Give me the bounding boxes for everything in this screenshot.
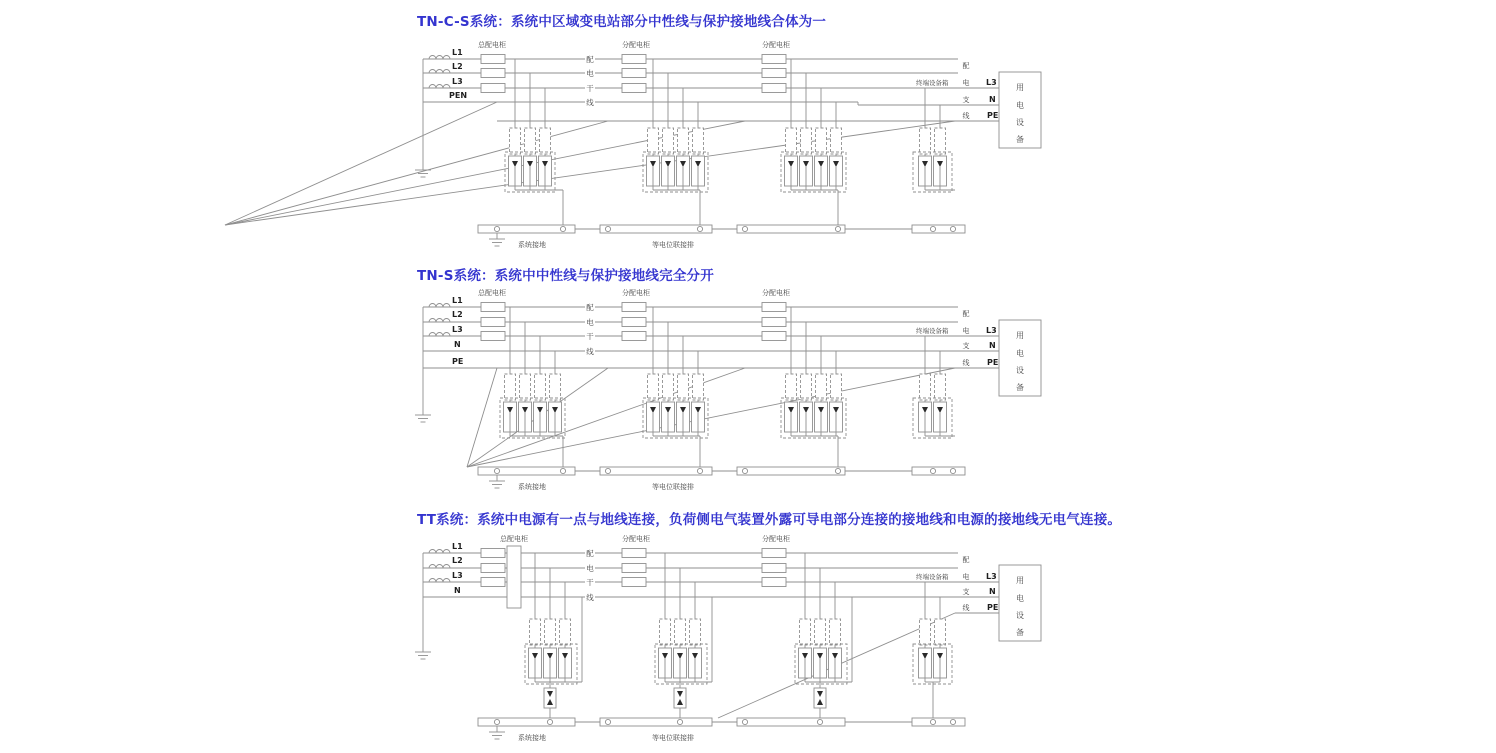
spd-fuse	[815, 619, 826, 645]
cabinet-label: 分配电柜	[762, 41, 790, 49]
spd-fuse	[663, 374, 674, 400]
bonding-bar	[912, 718, 965, 726]
conductor-label-L1: L1	[452, 542, 463, 551]
spd-fuse	[800, 619, 811, 645]
terminal-L3-label: L3	[986, 572, 997, 581]
equipment-box-label: 备	[1016, 383, 1024, 392]
connection-point	[677, 719, 682, 724]
connection-point	[605, 468, 610, 473]
trunk-line-vertical-label: 干	[586, 578, 594, 587]
conductor-label-L2: L2	[452, 62, 463, 71]
terminal-N-label: N	[989, 587, 996, 596]
equipment-box-label: 电	[1016, 101, 1024, 110]
source-coil-icon	[429, 333, 450, 336]
line-breaker	[762, 564, 786, 573]
line-breaker	[622, 303, 646, 312]
system-ground-label: 系统接地	[518, 483, 546, 491]
branch-line-vertical-label: 电	[962, 327, 970, 335]
connection-point	[835, 468, 840, 473]
line-breaker	[481, 303, 505, 312]
line-breaker	[481, 84, 505, 93]
line-breaker	[762, 332, 786, 341]
conductor-label-L1: L1	[452, 296, 463, 305]
conductor-label-N: N	[454, 340, 461, 349]
equipment-box-label: 设	[1016, 611, 1024, 620]
branch-line-vertical-label: 线	[962, 112, 970, 120]
spd-fuse	[648, 128, 659, 154]
equipment-box-label: 用	[1016, 83, 1024, 92]
spd-fuse	[831, 128, 842, 154]
source-coil-icon	[429, 304, 450, 308]
trunk-line-vertical-label: 线	[586, 593, 594, 602]
trunk-line-vertical-label: 电	[586, 564, 594, 573]
trunk-line-vertical-label: 电	[586, 69, 594, 78]
connection-point	[742, 719, 747, 724]
bonding-bar	[912, 225, 965, 233]
spd-fuse	[801, 374, 812, 400]
diagram-title-tn-s: TN-S系统：系统中中性线与保护接地线完全分开	[417, 268, 714, 284]
connection-point	[697, 468, 702, 473]
terminal-L3-label: L3	[986, 326, 997, 335]
spd-fuse	[678, 374, 689, 400]
trunk-line-vertical-label: 干	[586, 332, 594, 341]
spd-fuse	[648, 374, 659, 400]
spd-fuse	[690, 619, 701, 645]
trunk-line-vertical-label: 线	[586, 98, 594, 107]
spd-fuse	[530, 619, 541, 645]
branch-line-vertical-label: 配	[962, 310, 970, 318]
branch-line-vertical-label: 线	[962, 604, 970, 612]
spd-fuse	[920, 128, 931, 154]
line-breaker	[622, 84, 646, 93]
line-breaker	[622, 578, 646, 587]
cabinet-label: 总配电柜	[478, 289, 506, 297]
terminal-box-label: 终端设备箱	[916, 573, 949, 581]
wire	[225, 121, 955, 225]
branch-line-vertical-label: 电	[962, 79, 970, 87]
connection-point	[560, 226, 565, 231]
spd-fuse	[510, 128, 521, 154]
source-coil-icon	[429, 565, 450, 569]
connection-point	[605, 719, 610, 724]
spd-fuse	[920, 619, 931, 645]
branch-line-vertical-label: 支	[962, 342, 970, 350]
spd-fuse	[801, 128, 812, 154]
cabinet-label: 总配电柜	[478, 41, 506, 49]
bonding-bar	[600, 225, 712, 233]
main-cabinet-busbar	[507, 546, 521, 608]
spd-fuse	[545, 619, 556, 645]
bonding-bar	[478, 718, 575, 726]
diagram-title-tn-c-s: TN-C-S系统：系统中区域变电站部分中性线与保护接地线合体为一	[417, 14, 827, 30]
bonding-bar	[600, 467, 712, 475]
spd-fuse	[560, 619, 571, 645]
connection-point	[742, 468, 747, 473]
trunk-line-vertical-label: 配	[586, 55, 594, 64]
connection-point	[817, 719, 822, 724]
bonding-bar-label: 等电位联接排	[652, 483, 694, 491]
connection-point	[930, 226, 935, 231]
cabinet-label: 分配电柜	[622, 41, 650, 49]
conductor-label-PEN: PEN	[449, 91, 468, 100]
branch-line-vertical-label: 配	[962, 62, 970, 70]
line-breaker	[481, 318, 505, 327]
bonding-bar	[737, 718, 845, 726]
conductor-label-L2: L2	[452, 556, 463, 565]
line-breaker	[622, 318, 646, 327]
line-breaker	[762, 303, 786, 312]
line-breaker	[622, 564, 646, 573]
cabinet-label: 分配电柜	[762, 535, 790, 543]
line-breaker	[762, 69, 786, 78]
line-breaker	[762, 578, 786, 587]
connection-point	[930, 719, 935, 724]
conductor-label-L1: L1	[452, 48, 463, 57]
branch-line-vertical-label: 支	[962, 96, 970, 104]
line-breaker	[622, 55, 646, 64]
source-coil-icon	[429, 70, 450, 74]
terminal-box-label: 终端设备箱	[916, 327, 949, 335]
line-breaker	[622, 549, 646, 558]
spd-fuse	[816, 374, 827, 400]
spd-fuse	[786, 374, 797, 400]
cabinet-label: 总配电柜	[500, 535, 528, 543]
bonding-bar	[912, 467, 965, 475]
line-breaker	[762, 549, 786, 558]
cabinet-label: 分配电柜	[622, 289, 650, 297]
line-breaker	[622, 332, 646, 341]
line-breaker	[481, 332, 505, 341]
branch-line-vertical-label: 线	[962, 359, 970, 367]
line-breaker	[481, 578, 505, 587]
trunk-line-vertical-label: 干	[586, 84, 594, 93]
equipment-box-label: 用	[1016, 576, 1024, 585]
spd-fuse	[520, 374, 531, 400]
trunk-line-vertical-label: 配	[586, 303, 594, 312]
connection-point	[494, 468, 499, 473]
equipment-box-label: 电	[1016, 349, 1024, 358]
spd-fuse	[550, 374, 561, 400]
line-breaker	[481, 55, 505, 64]
equipment-box-label: 备	[1016, 628, 1024, 637]
bonding-bar	[737, 225, 845, 233]
spd-fuse	[816, 128, 827, 154]
spd-fuse	[935, 128, 946, 154]
system-ground-label: 系统接地	[518, 241, 546, 249]
line-breaker	[622, 69, 646, 78]
connection-point	[835, 226, 840, 231]
connection-point	[950, 226, 955, 231]
branch-line-vertical-label: 支	[962, 588, 970, 596]
spd-fuse	[663, 128, 674, 154]
connection-point	[950, 719, 955, 724]
source-coil-icon	[429, 56, 450, 60]
spd-fuse	[540, 128, 551, 154]
trunk-line-vertical-label: 电	[586, 318, 594, 327]
spd-fuse	[675, 619, 686, 645]
connection-point	[930, 468, 935, 473]
cabinet-label: 分配电柜	[762, 289, 790, 297]
spd-fuse	[660, 619, 671, 645]
source-coil-icon	[429, 319, 450, 322]
spd-fuse	[535, 374, 546, 400]
terminal-N-label: N	[989, 341, 996, 350]
terminal-PE-label: PE	[987, 358, 999, 367]
spd-fuse	[505, 374, 516, 400]
cabinet-label: 分配电柜	[622, 535, 650, 543]
terminal-L3-label: L3	[986, 78, 997, 87]
line-breaker	[762, 318, 786, 327]
source-coil-icon	[429, 85, 450, 88]
diagram-title-tt: TT系统：系统中电源有一点与地线连接，负荷侧电气装置外露可导电部分连接的接地线和电源的接地线无电气连接。	[417, 512, 1122, 528]
system-ground-label: 系统接地	[518, 734, 546, 742]
connection-point	[547, 719, 552, 724]
terminal-PE-label: PE	[987, 111, 999, 120]
conductor-label-L3: L3	[452, 77, 463, 86]
conductor-label-PE: PE	[452, 357, 464, 366]
equipment-box-label: 设	[1016, 118, 1024, 127]
connection-point	[950, 468, 955, 473]
bonding-bar-label: 等电位联接排	[652, 241, 694, 249]
connection-point	[560, 468, 565, 473]
connection-point	[697, 226, 702, 231]
line-breaker	[481, 69, 505, 78]
wire	[467, 368, 497, 467]
equipment-box-label: 备	[1016, 135, 1024, 144]
spd-fuse	[693, 128, 704, 154]
trunk-line-vertical-label: 配	[586, 549, 594, 558]
spd-fuse	[831, 374, 842, 400]
conductor-label-L2: L2	[452, 310, 463, 319]
branch-line-vertical-label: 电	[962, 573, 970, 581]
spd-fuse	[786, 128, 797, 154]
equipment-box-label: 设	[1016, 366, 1024, 375]
line-breaker	[481, 564, 505, 573]
spd-fuse	[693, 374, 704, 400]
connection-point	[742, 226, 747, 231]
bonding-bar	[737, 467, 845, 475]
terminal-PE-label: PE	[987, 603, 999, 612]
branch-line-vertical-label: 配	[962, 556, 970, 564]
conductor-label-N: N	[454, 586, 461, 595]
conductor-label-L3: L3	[452, 325, 463, 334]
equipment-box-label: 用	[1016, 331, 1024, 340]
bonding-bar-label: 等电位联接排	[652, 734, 694, 742]
spd-fuse	[830, 619, 841, 645]
terminal-N-label: N	[989, 95, 996, 104]
connection-point	[605, 226, 610, 231]
spd-fuse	[935, 619, 946, 645]
conductor-label-L3: L3	[452, 571, 463, 580]
bonding-bar	[600, 718, 712, 726]
source-coil-icon	[429, 550, 450, 554]
spd-fuse	[678, 128, 689, 154]
terminal-box-label: 终端设备箱	[916, 79, 949, 87]
spd-fuse	[525, 128, 536, 154]
wire	[225, 102, 497, 225]
source-coil-icon	[429, 579, 450, 583]
connection-point	[494, 226, 499, 231]
equipment-box-label: 电	[1016, 594, 1024, 603]
spd-fuse	[935, 374, 946, 400]
line-breaker	[481, 549, 505, 558]
line-breaker	[762, 84, 786, 93]
spd-fuse	[920, 374, 931, 400]
connection-point	[494, 719, 499, 724]
trunk-line-vertical-label: 线	[586, 347, 594, 356]
line-breaker	[762, 55, 786, 64]
